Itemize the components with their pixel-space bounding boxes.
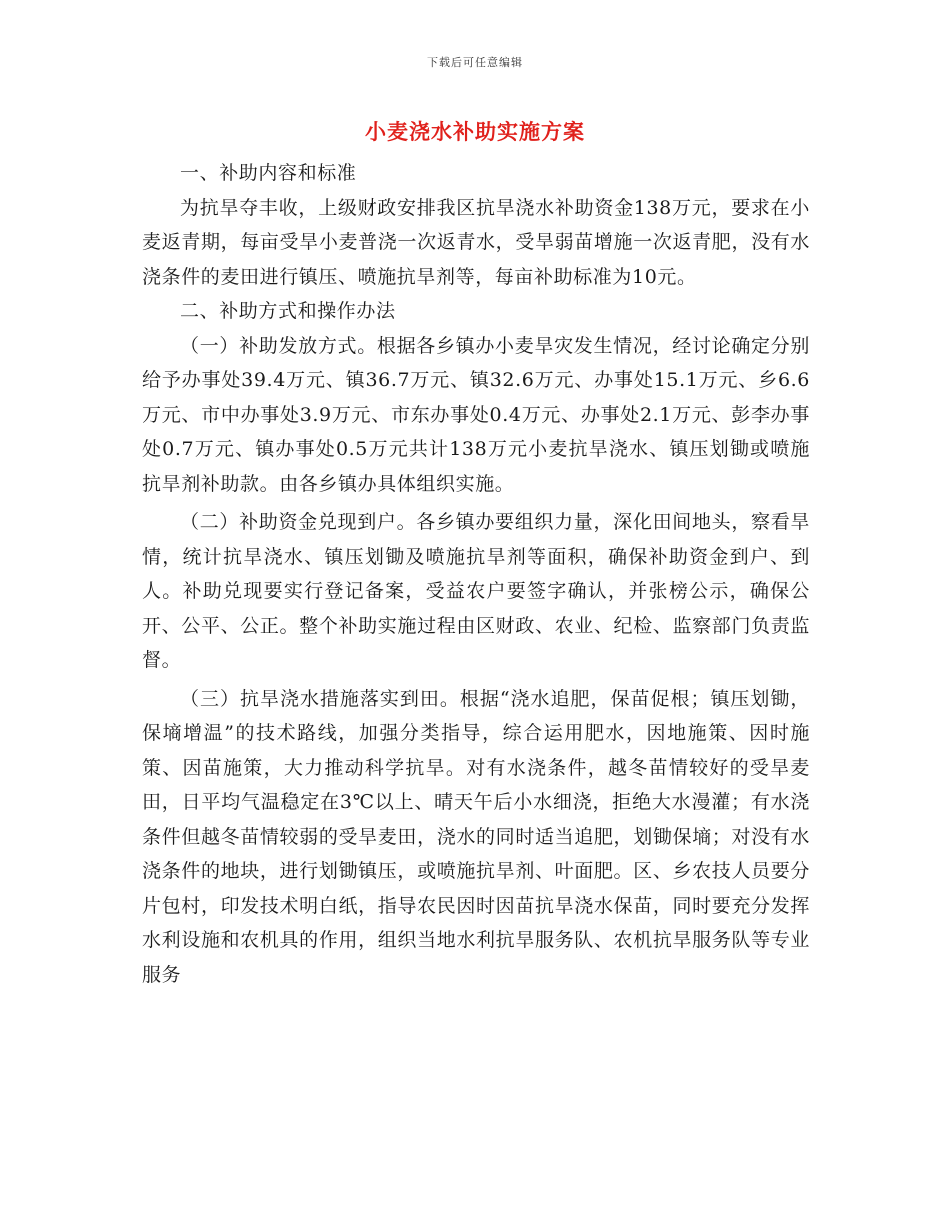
- section-heading-2: 二、补助方式和操作办法: [180, 300, 396, 322]
- document-body: [142, 156, 810, 992]
- section-heading-1: 一、补助内容和标准: [180, 162, 357, 184]
- paragraph-irrigation-measures: （三）抗旱浇水措施落实到田。根据“浇水追肥，保苗促根；镇压划锄，保墒增温”的技术路线，加强分类指导，综合运用肥水，因地施策、因时施策、因苗施策，大力推动科学抗旱。对有水浇条件，越冬苗情较好的受旱麦田，日平均气温稳定在3℃以上、晴天午后小水细浇，拒绝大水漫灌；有水浇条件但越冬苗情较弱的受旱麦田，浇水的同时适当追肥，划锄保墒；对没有水浇条件的地块，进行划锄镇压，或喷施抗旱剂、叶面肥。区、乡农技人员要分片包村，印发技术明白纸，指导农民因时因苗抗旱浇水保苗，同时要充分发挥水利设施和农机具的作用，组织当地水利抗旱服务队、农机抗旱服务队等专业服务: [142, 687, 810, 986]
- paragraph-subsidy-standard: 为抗旱夺丰收，上级财政安排我区抗旱浇水补助资金138万元，要求在小麦返青期，每亩受旱小麦普浇一次返青水，受旱弱苗增施一次返青肥，没有水浇条件的麦田进行镇压、喷施抗旱剂等，每亩补助标准为10元。: [142, 196, 810, 288]
- header-note: 下载后可任意编辑: [427, 56, 523, 69]
- paragraph-distribution-method: （一）补助发放方式。根据各乡镇办小麦旱灾发生情况，经讨论确定分别给予办事处39.4万元、镇36.7万元、镇32.6万元、办事处15.1万元、乡6.6万元、市中办事处3.9万元、市东办事处0.4万元、办事处2.1万元、彭李办事处0.7万元、镇办事处0.5万元共计138万元小麦抗旱浇水、镇压划锄或喷施抗旱剂补助款。由各乡镇办具体组织实施。: [142, 334, 810, 495]
- paragraph-funds-to-households: （二）补助资金兑现到户。各乡镇办要组织力量，深化田间地头，察看旱情，统计抗旱浇水、镇压划锄及喷施抗旱剂等面积，确保补助资金到户、到人。补助兑现要实行登记备案，受益农户要签字确认，并张榜公示，确保公开、公平、公正。整个补助实施过程由区财政、农业、纪检、监察部门负责监督。: [142, 511, 810, 671]
- document-title: 小麦浇水补助实施方案: [365, 119, 585, 144]
